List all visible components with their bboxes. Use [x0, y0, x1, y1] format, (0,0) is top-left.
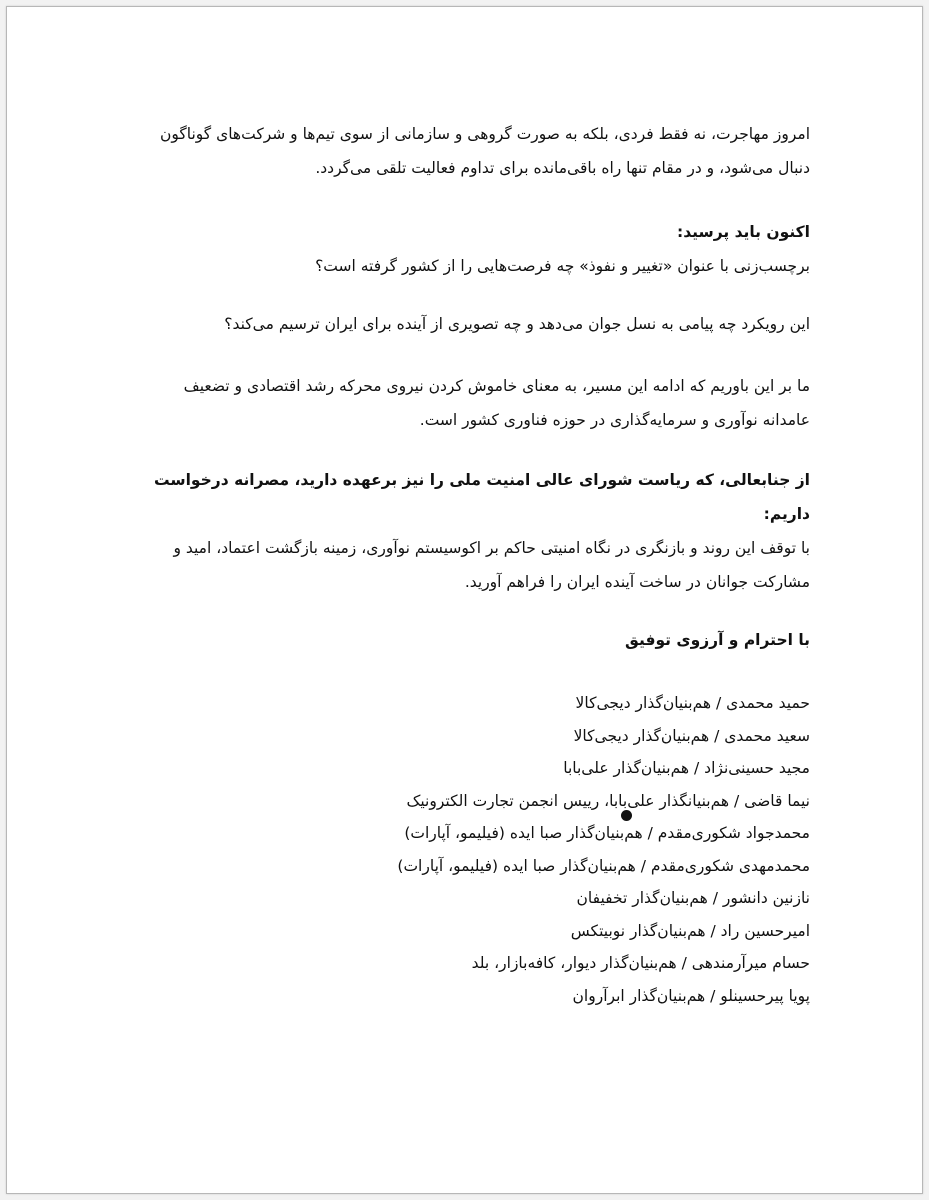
request-heading: از جنابعالی، که ریاست شورای عالی امنیت ملی را نیز برعهده دارید، مصرانه درخواست داریم:: [153, 471, 810, 523]
signatory-item: محمدمهدی شکوری‌مقدم / هم‌بنیان‌گذار صبا ایده (فیلیمو، آپارات): [397, 856, 810, 875]
document-page: [6, 6, 923, 1194]
signatory-list: [127, 687, 810, 1012]
signatory-item: حسام میرآرمندهی / هم‌بنیان‌گذار دیوار، کافه‌بازار، بلد: [471, 954, 810, 972]
signatory-item: حمید محمدی / هم‌بنیان‌گذار دیجی‌کالا: [575, 694, 810, 712]
cursor-dot-icon: [621, 810, 632, 821]
signatory-item: پویا پیرحسینلو / هم‌بنیان‌گذار ابرآروان: [572, 986, 810, 1005]
intro-paragraph: [127, 117, 810, 185]
question-2: این رویکرد چه پیامی به نسل جوان می‌دهد و چه تصویری از آینده برای ایران ترسیم می‌کند؟: [224, 315, 810, 333]
signatory-item: محمدجواد شکوری‌مقدم / هم‌بنیان‌گذار صبا ایده (فیلیمو، آپارات): [404, 824, 810, 842]
text-line: امروز مهاجرت، نه فقط فردی، بلکه به صورت گروهی و سازمانی از سوی تیم‌ها و شرکت‌های گوناگون: [159, 125, 810, 143]
text-line: ما بر این باوریم که ادامه این مسیر، به معنای خاموش کردن نیروی محرکه رشد اقتصادی و تضعیف: [183, 377, 810, 395]
closing-line: با احترام و آرزوی توفیق: [625, 631, 810, 649]
question-1: برچسب‌زنی با عنوان «تغییر و نفوذ» چه فرصت‌هایی را از کشور گرفته است؟: [315, 257, 810, 275]
text-line: عامدانه نوآوری و سرمایه‌گذاری در حوزه فناوری کشور است.: [419, 411, 810, 429]
text-line: با توقف این روند و بازنگری در نگاه امنیتی حاکم بر اکوسیستم نوآوری، زمینه بازگشت اعتماد، امید و: [173, 539, 810, 557]
text-line: دنبال می‌شود، و در مقام تنها راه باقی‌مانده برای تداوم فعالیت تلقی می‌گردد.: [315, 159, 810, 177]
signatory-item: سعید محمدی / هم‌بنیان‌گذار دیجی‌کالا: [573, 726, 810, 745]
signatory-item: نیما قاضی / هم‌بنیانگذار علی‌بابا، رییس انجمن تجارت الکترونیک: [406, 791, 810, 810]
belief-paragraph: [127, 369, 810, 437]
signatory-item: مجید حسینی‌نژاد / هم‌بنیان‌گذار علی‌بابا: [563, 759, 810, 777]
signatory-item: نازنین دانشور / هم‌بنیان‌گذار تخفیفان: [576, 889, 810, 907]
signatory-item: امیرحسین راد / هم‌بنیان‌گذار نوبیتکس: [570, 921, 810, 940]
question-heading: اکنون باید پرسید:: [677, 223, 810, 241]
request-text: [127, 531, 810, 599]
text-line: مشارکت جوانان در ساخت آینده ایران را فراهم آورید.: [464, 573, 810, 591]
letter-body: [127, 117, 810, 1012]
